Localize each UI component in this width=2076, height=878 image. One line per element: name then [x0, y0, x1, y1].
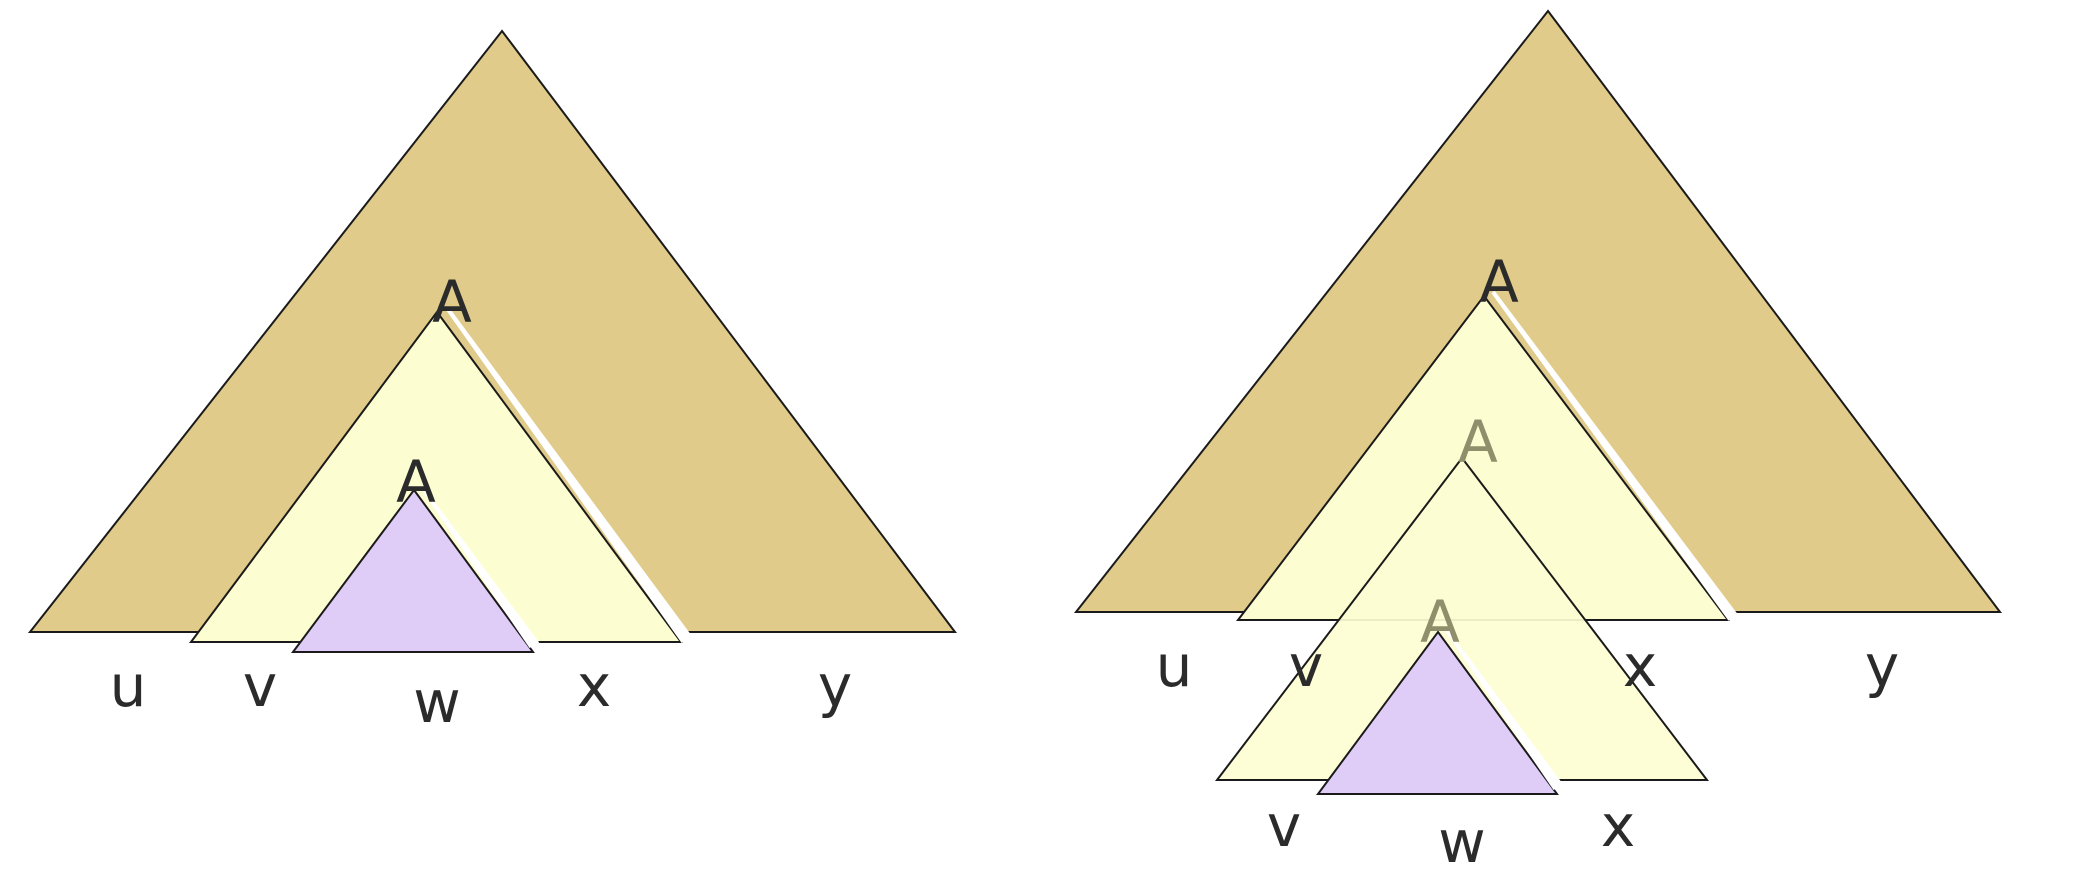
- right-label-v-top: v: [1288, 632, 1324, 700]
- right-label-x-bottom: x: [1600, 792, 1636, 860]
- right-label-w: w: [1438, 808, 1486, 876]
- left-label-v: v: [242, 652, 278, 720]
- right-label-upper-a: A: [1479, 248, 1519, 316]
- right-label-middle-a: A: [1458, 408, 1498, 476]
- left-label-lower-a: A: [396, 448, 436, 516]
- right-label-y: y: [1864, 632, 1900, 700]
- right-parse-tree: [1076, 11, 2000, 876]
- left-label-w: w: [413, 668, 461, 736]
- right-label-v-bottom: v: [1266, 792, 1302, 860]
- right-label-u: u: [1155, 632, 1193, 700]
- left-label-upper-a: A: [432, 268, 472, 336]
- right-label-x-top: x: [1622, 632, 1658, 700]
- left-label-y: y: [817, 652, 853, 720]
- left-label-x: x: [576, 652, 612, 720]
- left-parse-tree: [30, 31, 955, 736]
- right-label-lower-a: A: [1420, 588, 1460, 656]
- left-label-u: u: [109, 652, 147, 720]
